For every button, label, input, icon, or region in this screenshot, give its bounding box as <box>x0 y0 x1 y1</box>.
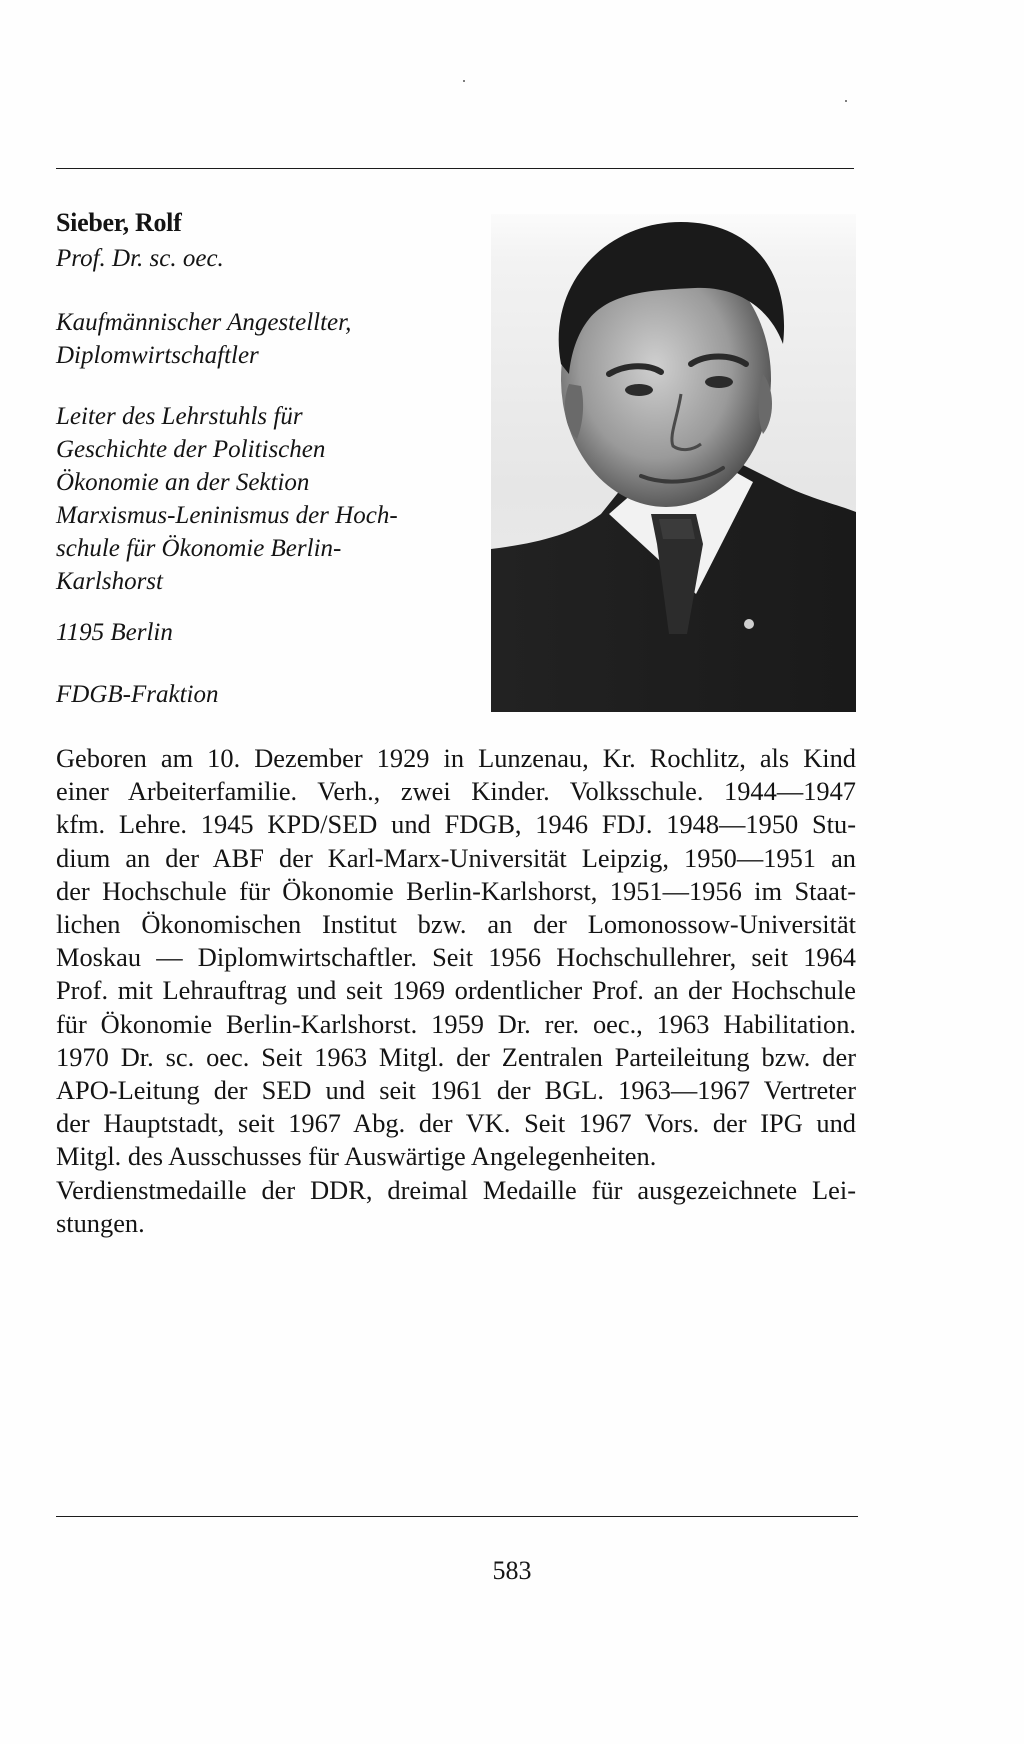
page-number: 583 <box>492 1556 532 1585</box>
biography-line: Prof. mit Lehrauftrag und seit 1969 ordentlicher Prof. an der Hochschule <box>56 975 856 1006</box>
position-line: Ökonomie an der Sektion <box>56 469 310 496</box>
biography-line: 1970 Dr. sc. oec. Seit 1963 Mitgl. der Zentralen Parteileitung bzw. der <box>56 1041 856 1072</box>
biography-line: APO-Leitung der SED und seit 1961 der BGL. 1963—1967 Vertreter <box>56 1075 856 1106</box>
top-rule <box>56 168 854 169</box>
position-line: Geschichte der Politischen <box>56 436 326 463</box>
portrait-photo <box>491 214 856 712</box>
profession <box>56 306 351 372</box>
biography-line: Moskau — Diplomwirtschaftler. Seit 1956 Hochschullehrer, seit 1964 <box>56 942 856 973</box>
portrait-illustration <box>491 214 856 712</box>
biography-line: für Ökonomie Berlin-Karlshorst. 1959 Dr. rer. oec., 1963 Habilitation. <box>56 1008 856 1039</box>
biography-line: dium an der ABF der Karl-Marx-Universität Leipzig, 1950—1951 an <box>56 842 856 873</box>
position-line: schule für Ökonomie Berlin- <box>56 535 342 562</box>
biography-line: einer Arbeiterfamilie. Verh., zwei Kinder. Volksschule. 1944—1947 <box>56 776 856 807</box>
position-line: Karlshorst <box>56 568 163 595</box>
biography-line: kfm. Lehre. 1945 KPD/SED und FDGB, 1946 FDJ. 1948—1950 Stu- <box>56 809 856 840</box>
print-speck <box>463 80 465 82</box>
biography-line: Geboren am 10. Dezember 1929 in Lunzenau, Kr. Rochlitz, als Kind <box>56 743 856 773</box>
print-speck <box>845 100 847 102</box>
academic-title: Prof. Dr. sc. oec. <box>56 245 224 272</box>
profession-line: Diplomwirtschaftler <box>56 342 259 369</box>
city: 1195 Berlin <box>56 619 173 646</box>
entry-name: Sieber, Rolf <box>56 208 182 237</box>
biography-line: lichen Ökonomischen Institut bzw. an der Lomonossow-Universität <box>56 909 856 940</box>
position <box>56 400 398 598</box>
profession-line: Kaufmännischer Angestellter, <box>56 309 352 336</box>
biography-line: der Hauptstadt, seit 1967 Abg. der VK. Seit 1967 Vors. der IPG und <box>56 1108 856 1139</box>
position-line: Marxismus-Leninismus der Hoch- <box>56 502 398 529</box>
biography <box>56 742 856 1240</box>
fraction: FDGB-Fraktion <box>56 681 219 708</box>
bottom-rule <box>56 1516 858 1517</box>
biography-line: der Hochschule für Ökonomie Berlin-Karlshorst, 1951—1956 im Staat- <box>56 875 856 906</box>
award-line: Verdienstmedaille der DDR, dreimal Medaille für ausgezeichnete Lei- <box>56 1174 856 1205</box>
position-line: Leiter des Lehrstuhls für <box>56 403 303 430</box>
biography-line: Mitgl. des Ausschusses für Auswärtige Angelegenheiten. <box>56 1141 657 1172</box>
award-line: stungen. <box>56 1207 145 1238</box>
